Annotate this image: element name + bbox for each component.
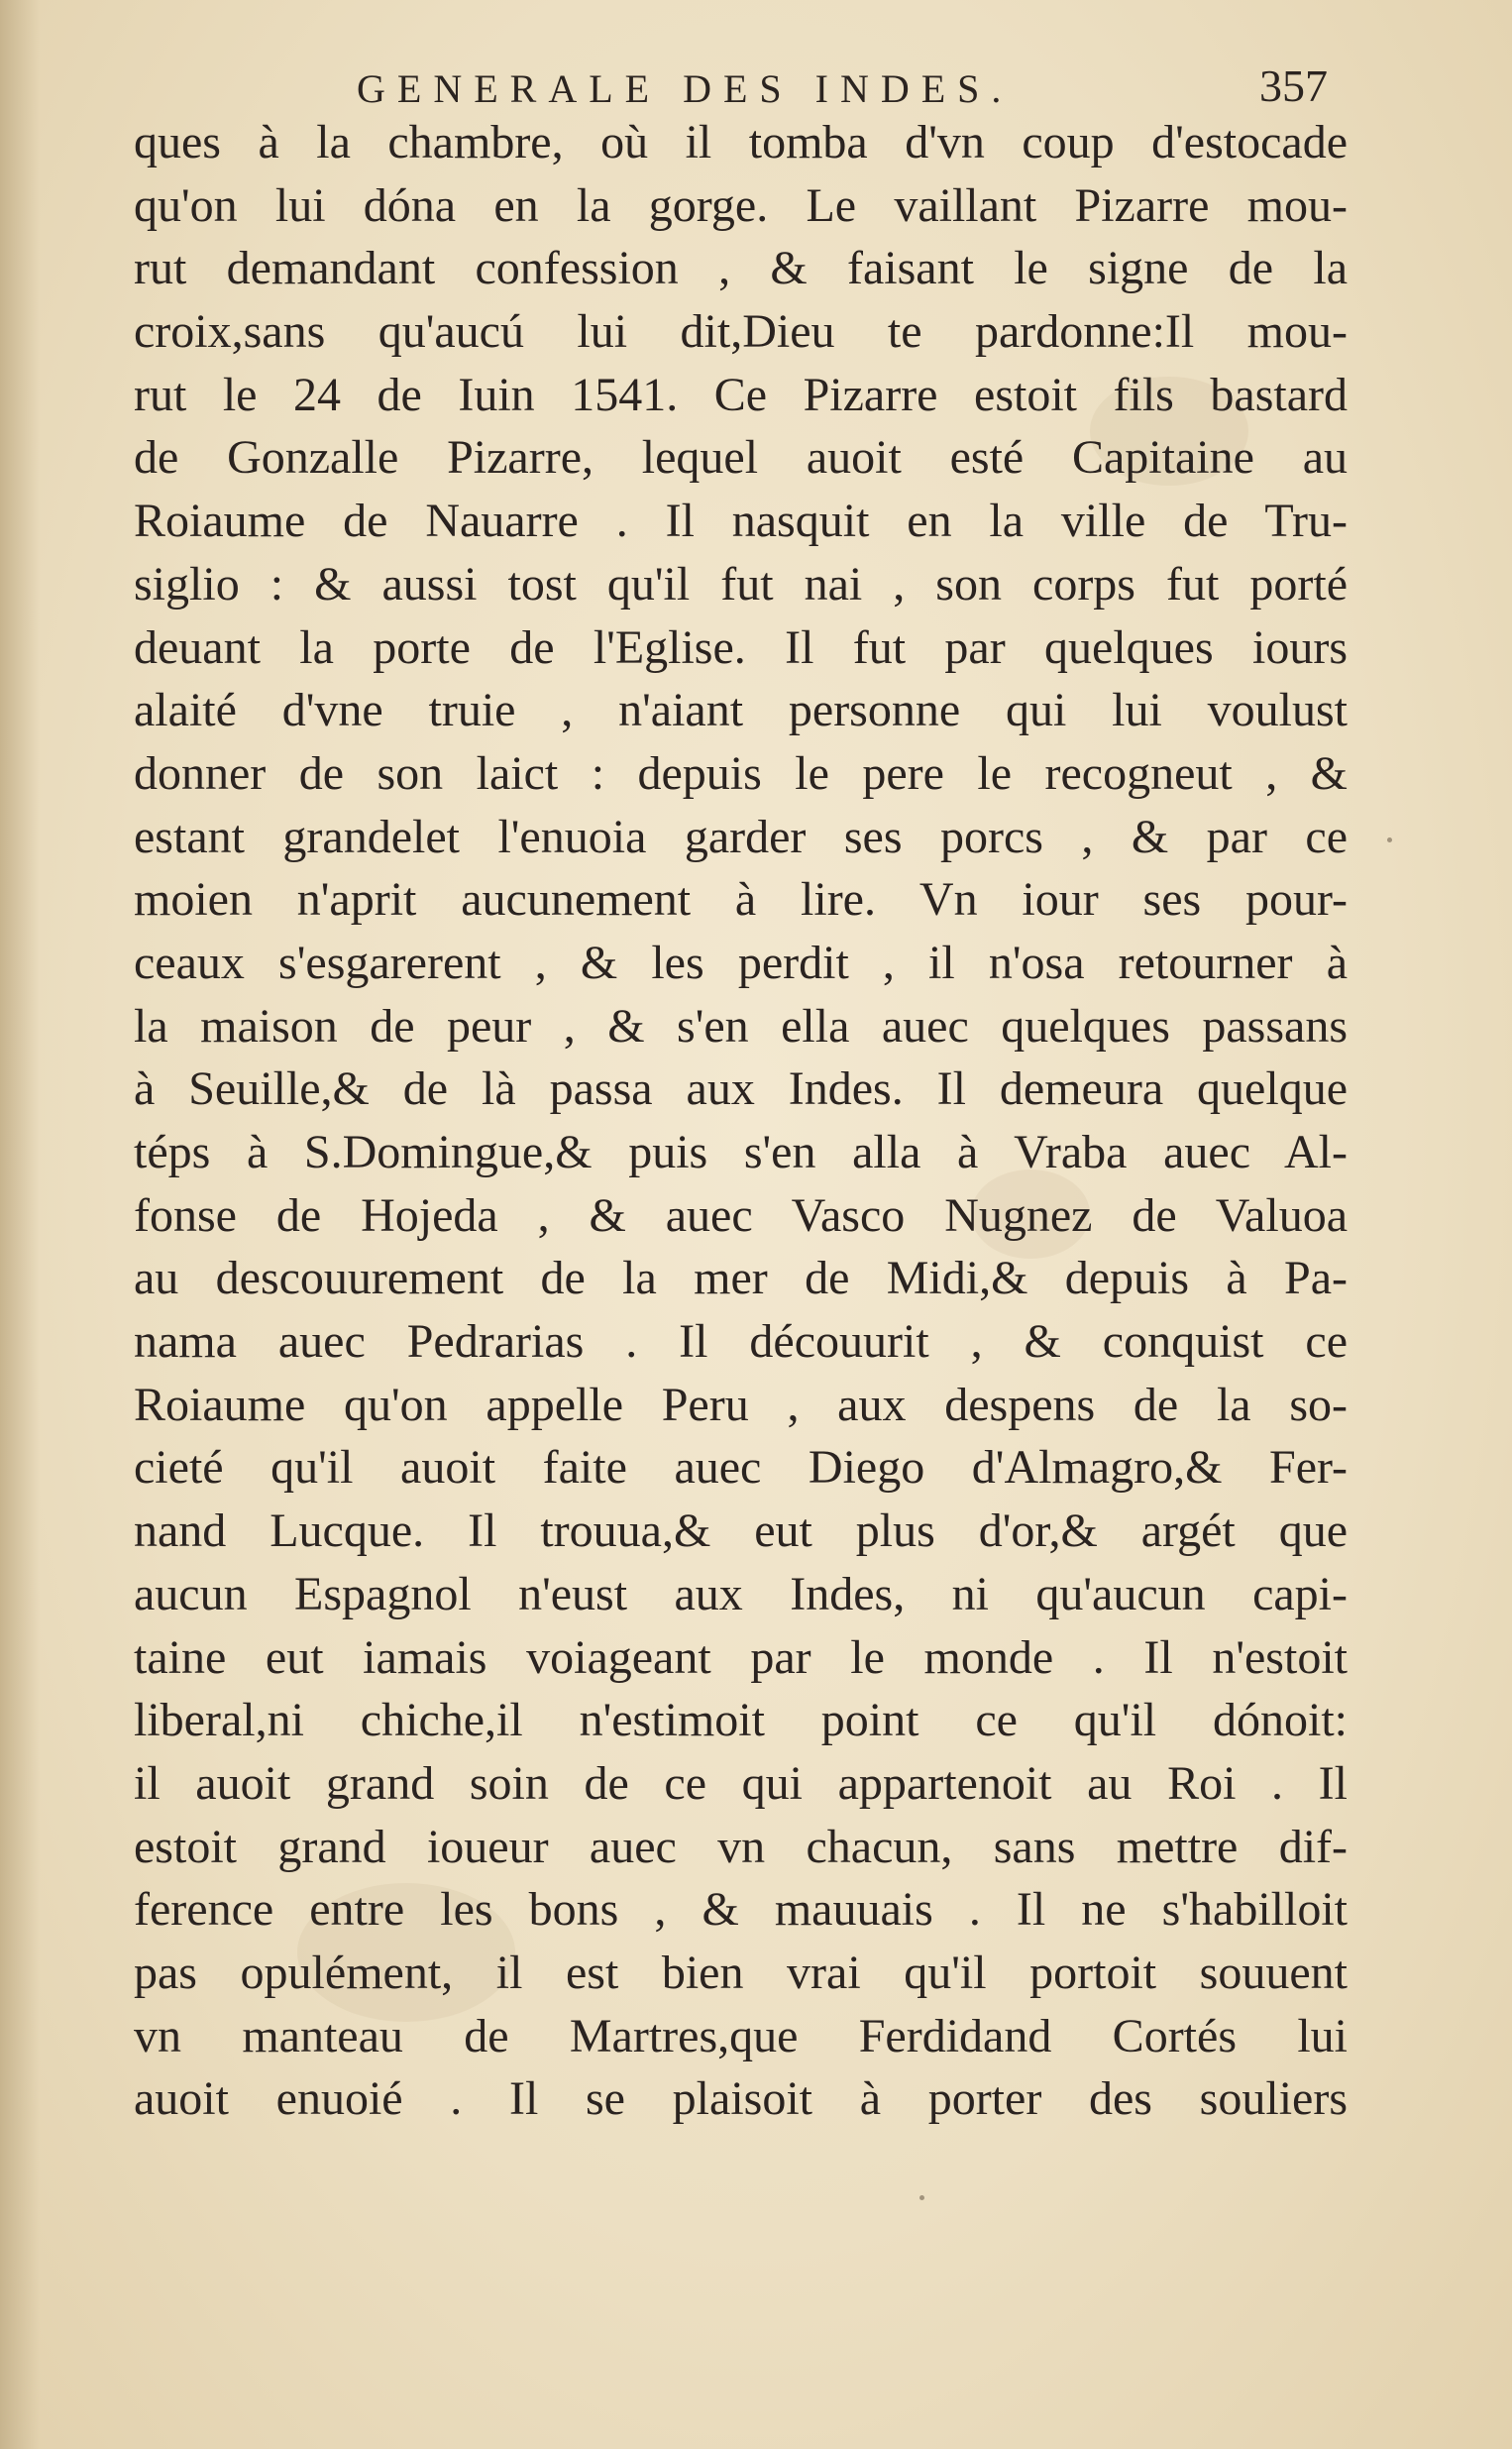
text-line: nand Lucque. Il trouua,& eut plus d'or,& argét que: [134, 1504, 1348, 1558]
body-text: [134, 111, 1348, 2131]
text-line: Roiaume de Nauarre . Il nasquit en la ville de Tru-: [134, 495, 1348, 548]
text-line: liberal,ni chiche,il n'estimoit point ce qu'il dónoit:: [134, 1694, 1348, 1747]
text-line: siglio : & aussi tost qu'il fut nai , son corps fut porté: [134, 557, 1348, 611]
page-edge-shadow: [0, 0, 40, 2449]
text-line: estoit grand ioueur auec vn chacun, sans mettre dif-: [134, 1820, 1348, 1873]
text-line: téps à S.Domingue,& puis s'en alla à Vraba auec Al-: [134, 1126, 1348, 1178]
text-line: auoit enuoié . Il se plaisoit à porter des souliers: [134, 2072, 1348, 2126]
text-line: la maison de peur , & s'en ella auec quelques passans: [134, 999, 1348, 1053]
text-line: rut le 24 de Iuin 1541. Ce Pizarre estoit fils bastard: [134, 368, 1348, 421]
text-line: alaité d'vne truie , n'aiant personne qui lui voulust: [134, 684, 1348, 737]
text-line: qu'on lui dóna en la gorge. Le vaillant Pizarre mou-: [134, 178, 1348, 232]
ink-speck: [919, 2195, 924, 2200]
text-line: de Gonzalle Pizarre, lequel auoit esté Capitaine au: [134, 431, 1348, 485]
text-line: Roiaume qu'on appelle Peru , aux despens de la so-: [134, 1378, 1348, 1431]
text-line: rut demandant confession , & faisant le signe de la: [134, 242, 1348, 295]
text-line: pas opulément, il est bien vrai qu'il portoit souuent: [134, 1946, 1348, 1999]
text-line: cieté qu'il auoit faite auec Diego d'Almagro,& Fer-: [134, 1441, 1348, 1495]
text-line: vn manteau de Martres,que Ferdidand Cortés lui: [134, 2009, 1348, 2062]
text-line: ceaux s'esgarerent , & les perdit , il n'osa retourner à: [134, 936, 1348, 989]
text-line: aucun Espagnol n'eust aux Indes, ni qu'aucun capi-: [134, 1567, 1348, 1620]
text-line: croix,sans qu'aucú lui dit,Dieu te pardonne:Il mou-: [134, 305, 1348, 359]
text-line: deuant la porte de l'Eglise. Il fut par quelques iours: [134, 620, 1348, 674]
text-line: donner de son laict : depuis le pere le recogneut , &: [134, 746, 1348, 800]
page-number: 357: [1259, 60, 1328, 111]
text-line: taine eut iamais voiageant par le monde . Il n'estoit: [134, 1630, 1348, 1684]
text-line: ques à la chambre, où il tomba d'vn coup d'estocade: [134, 116, 1348, 168]
text-line: fonse de Hojeda , & auec Vasco Nugnez de Valuoa: [134, 1188, 1348, 1242]
text-line: nama auec Pedrarias . Il découurit , & conquist ce: [134, 1315, 1348, 1369]
ink-speck: [1387, 837, 1392, 842]
text-line: il auoit grand soin de ce qui appartenoit au Roi . Il: [134, 1756, 1348, 1810]
text-line: à Seuille,& de là passa aux Indes. Il demeura quelque: [134, 1062, 1348, 1116]
running-title: GENERALE DES INDES.: [357, 66, 1014, 111]
text-line: ference entre les bons , & mauuais . Il ne s'habilloit: [134, 1883, 1348, 1937]
text-line: moien n'aprit aucunement à lire. Vn iour ses pour-: [134, 873, 1348, 927]
text-line: estant grandelet l'enuoia garder ses porcs , & par ce: [134, 810, 1348, 863]
text-line: au descouurement de la mer de Midi,& depuis à Pa-: [134, 1252, 1348, 1305]
page-header: [357, 59, 1328, 119]
